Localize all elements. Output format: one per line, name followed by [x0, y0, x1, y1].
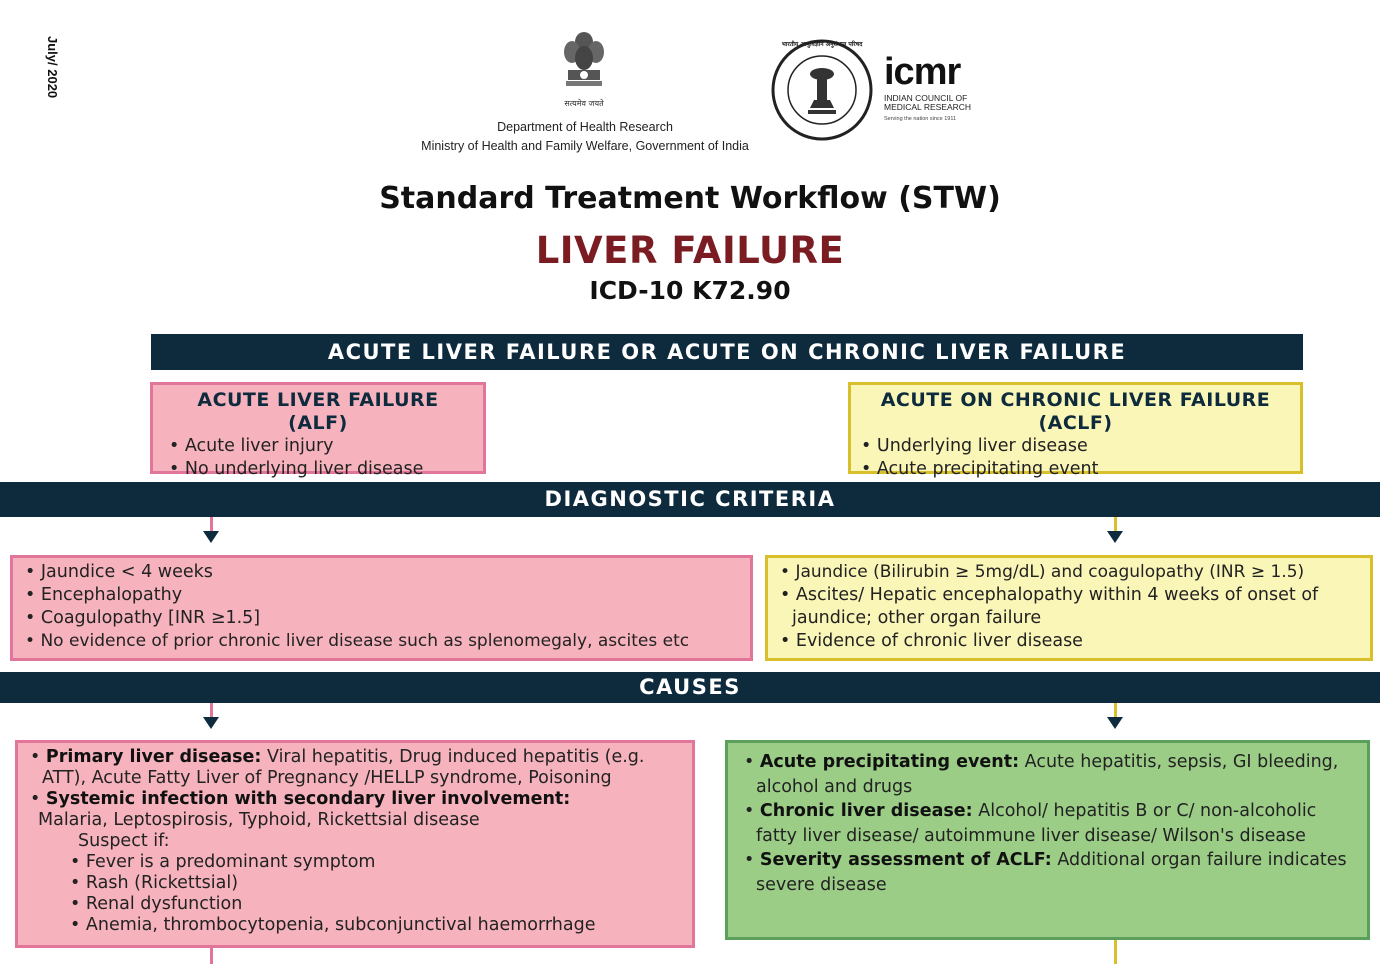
national-emblem	[558, 28, 610, 112]
connector-line	[1114, 940, 1117, 964]
aclf-title: ACUTE ON CHRONIC LIVER FAILURE (ACLF)	[880, 389, 1271, 434]
cause-item	[742, 799, 1353, 848]
list-item: • Jaundice (Bilirubin ≥ 5mg/dL) and coagulopathy (INR ≥ 1.5)	[778, 561, 1360, 584]
icd-code: ICD-10 K72.90	[589, 276, 791, 305]
connector-line	[210, 948, 213, 964]
list-item: • Acute liver injury	[167, 435, 469, 458]
icmr-logo	[884, 52, 994, 132]
alf-definition-box	[150, 382, 486, 479]
cause-label: Severity assessment of ACLF:	[759, 850, 1052, 870]
list-item: • Jaundice < 4 weeks	[23, 561, 740, 584]
suspect-heading: Suspect if:	[78, 831, 170, 851]
seal-icon	[770, 38, 874, 142]
arrow-down-icon	[1107, 717, 1123, 729]
icmr-seal	[770, 38, 874, 142]
date-text: July/ 2020	[45, 36, 60, 99]
list-item: • Underlying liver disease	[859, 435, 1292, 458]
section-band-overview-label: ACUTE LIVER FAILURE OR ACUTE ON CHRONIC LIVER FAILURE	[327, 340, 1127, 364]
arrow-down-icon	[203, 531, 219, 543]
condition-title: LIVER FAILURE	[535, 229, 845, 272]
cause-item	[28, 789, 682, 810]
section-band-causes	[0, 672, 1380, 703]
list-item: • Evidence of chronic liver disease	[778, 630, 1360, 653]
list-item: • Ascites/ Hepatic encephalopathy within 4 weeks of onset of jaundice; other organ failure	[778, 584, 1360, 630]
department-block	[380, 118, 790, 156]
section-band-overview	[151, 334, 1303, 370]
cause-item	[742, 848, 1353, 897]
list-item: • Rash (Rickettsial)	[68, 873, 682, 894]
section-band-diagnostic	[0, 482, 1380, 517]
date-stamp	[22, 36, 82, 116]
emblem-caption: सत्यमेव जयते	[564, 99, 604, 108]
list-item: • Anemia, thrombocytopenia, subconjunctival haemorrhage	[68, 915, 682, 936]
ministry-name: Ministry of Health and Family Welfare, Government of India	[421, 139, 749, 153]
section-band-diagnostic-label: DIAGNOSTIC CRITERIA	[544, 487, 836, 511]
cause-text: Malaria, Leptospirosis, Typhoid, Rickettsial disease	[38, 810, 480, 830]
list-item: • Acute precipitating event	[859, 458, 1292, 481]
department-name: Department of Health Research	[497, 120, 673, 134]
icmr-wordmark: icmr	[884, 51, 961, 93]
seal-text: भारतीय आयुर्विज्ञान अनुसंधान परिषद	[781, 41, 863, 48]
list-item: • No underlying liver disease	[167, 458, 469, 481]
cause-label: Primary liver disease:	[45, 747, 262, 767]
list-item: • Fever is a predominant symptom	[68, 852, 682, 873]
section-band-causes-label: CAUSES	[639, 675, 741, 699]
icmr-full-name: INDIAN COUNCIL OF MEDICAL RESEARCH	[884, 93, 972, 112]
list-item: • Renal dysfunction	[68, 894, 682, 915]
cause-label: Chronic liver disease:	[759, 801, 973, 821]
cause-text: Additional organ failure indicates severe disease	[756, 850, 1347, 895]
aclf-causes-box	[725, 740, 1370, 940]
cause-item	[742, 750, 1353, 799]
list-item: • Encephalopathy	[23, 584, 740, 607]
cause-text: Viral hepatitis, Drug induced hepatitis (e.g. ATT), Acute Fatty Liver of Pregnancy /HELLP syndrome, Poisoning	[42, 747, 645, 788]
cause-text: Acute hepatitis, sepsis, GI bleeding, alcohol and drugs	[756, 752, 1339, 797]
cause-text: Alcohol/ hepatitis B or C/ non-alcoholic fatty liver disease/ autoimmune liver disease/ Wilson's disease	[756, 801, 1317, 846]
alf-criteria-box	[10, 555, 753, 661]
list-item: • No evidence of prior chronic liver disease such as splenomegaly, ascites etc	[23, 630, 740, 653]
aclf-criteria-box	[765, 555, 1373, 661]
arrow-down-icon	[1107, 531, 1123, 543]
icmr-tagline: Serving the nation since 1911	[884, 116, 957, 122]
cause-label: Acute precipitating event:	[759, 752, 1020, 772]
aclf-definition-box	[848, 382, 1303, 479]
cause-item	[28, 747, 682, 789]
alf-causes-box	[15, 740, 695, 948]
alf-title: ACUTE LIVER FAILURE (ALF)	[197, 389, 439, 434]
cause-label: Systemic infection with secondary liver involvement:	[45, 789, 571, 809]
document-title: Standard Treatment Workflow (STW)	[379, 181, 1001, 216]
arrow-down-icon	[203, 717, 219, 729]
list-item: • Coagulopathy [INR ≥1.5]	[23, 607, 740, 630]
